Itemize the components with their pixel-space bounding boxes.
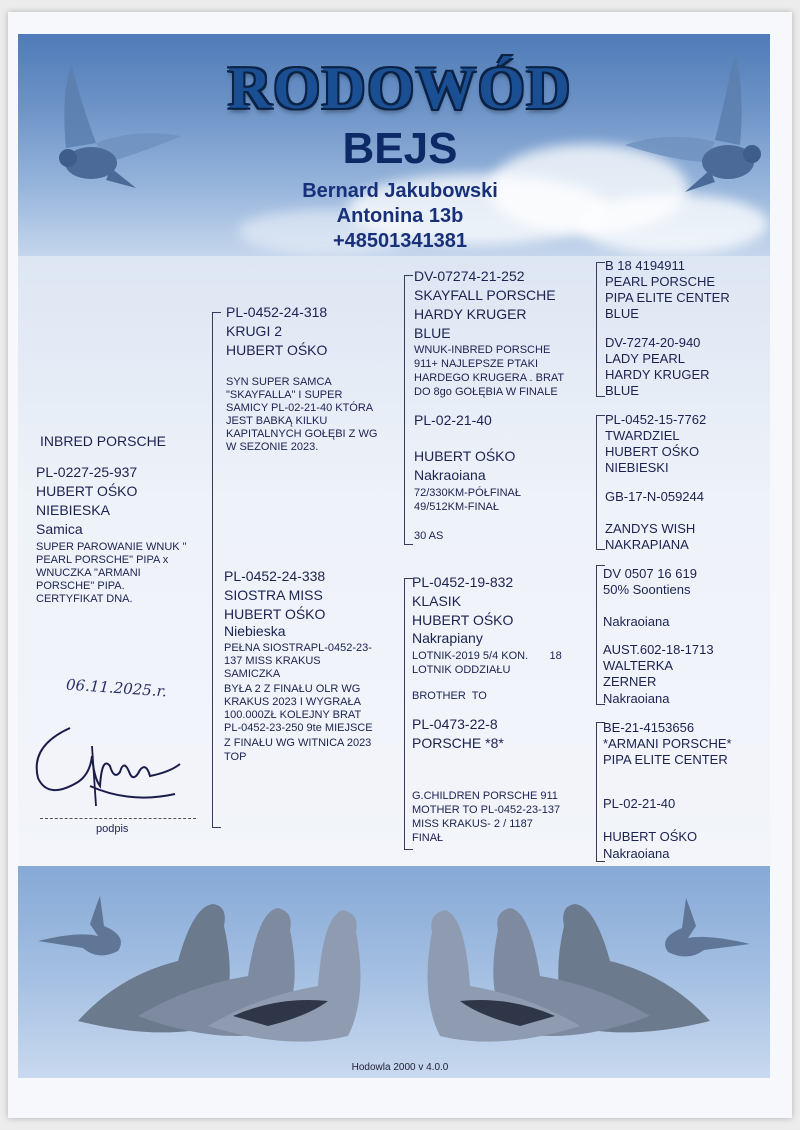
mother-note: SAMICZKA xyxy=(224,668,281,680)
mother-ring: PL-0452-24-338 xyxy=(224,568,326,584)
mm-note: FINAŁ xyxy=(412,832,444,844)
mmf-line: PIPA ELITE CENTER xyxy=(603,752,728,767)
father-name: KRUGI 2 xyxy=(226,323,283,339)
bracket-gen3-1 xyxy=(596,262,597,397)
mfm-line: WALTERKA xyxy=(603,658,674,673)
ff-breeder: HARDY KRUGER xyxy=(414,306,527,322)
owner-phone: +48501341381 xyxy=(332,230,468,252)
ff-note: HARDEGO KRUGERA . BRAT xyxy=(414,372,565,384)
fmf-line: TWARDZIEL xyxy=(605,428,680,443)
bracket-gen1 xyxy=(212,312,213,828)
fm-breeder: HUBERT OŚKO xyxy=(414,448,516,464)
signature-label: podpis xyxy=(96,823,129,835)
main-bird-note: PEARL PORSCHE" PIPA x xyxy=(36,554,169,566)
mf-brother-label: BROTHER TO xyxy=(412,690,487,702)
main-bird-breeder: HUBERT OŚKO xyxy=(36,483,138,499)
father-breeder: HUBERT OŚKO xyxy=(226,342,328,358)
mm-note: MOTHER TO PL-0452-23-137 xyxy=(412,804,561,816)
mff-line: Nakraoiana xyxy=(603,614,670,629)
father-ring: PL-0452-24-318 xyxy=(226,304,328,320)
fm-note: 49/512KM-FINAŁ xyxy=(414,501,499,513)
owner-address: Antonina 13b xyxy=(336,205,464,227)
signature-line xyxy=(40,818,196,819)
bracket-gen2-bottom xyxy=(404,578,405,850)
father-note: JEST BABKĄ KILKU xyxy=(226,415,328,427)
ffm-ring: DV-7274-20-940 xyxy=(605,335,701,350)
software-credit: Hodowla 2000 v 4.0.0 xyxy=(351,1062,449,1073)
ff-ring: DV-07274-21-252 xyxy=(414,268,525,284)
fmm-line: ZANDYS WISH xyxy=(605,521,696,536)
mmm-line: HUBERT OŚKO xyxy=(603,829,698,844)
mfm-ring: AUST.602-18-1713 xyxy=(603,642,714,657)
main-bird-note: WNUCZKA "ARMANI xyxy=(36,567,141,579)
fmm-line: NAKRAPIANA xyxy=(605,537,689,552)
ff-color: BLUE xyxy=(414,325,451,341)
mm-note: MISS KRAKUS- 2 / 1187 xyxy=(412,818,533,830)
mf-note: LOTNIK ODDZIAŁU xyxy=(412,664,511,676)
fmf-line: HUBERT OŚKO xyxy=(605,444,700,459)
mfm-line: ZERNER xyxy=(603,674,657,689)
mfm-line: Nakraoiana xyxy=(603,691,670,706)
ffm-line: BLUE xyxy=(605,383,639,398)
fff-ring: B 18 4194911 xyxy=(605,258,685,273)
mf-breeder: HUBERT OŚKO xyxy=(412,612,514,628)
father-note: SYN SUPER SAMCA xyxy=(226,376,332,388)
main-bird-note: CERTYFIKAT DNA. xyxy=(36,593,133,605)
fff-line: BLUE xyxy=(605,306,639,321)
main-bird-note: SUPER PAROWANIE WNUK " xyxy=(36,541,187,553)
mm-name: PORSCHE *8* xyxy=(412,735,504,751)
ff-note: 911+ NAJLEPSZE PTAKI xyxy=(414,358,539,370)
signature-date: 06.11.2025.r. xyxy=(65,675,168,701)
mother-note: KRAKUS 2023 I WYGRAŁA xyxy=(224,696,361,708)
mf-note: LOTNIK-2019 5/4 KON. 18 xyxy=(412,650,562,662)
bracket-gen2-top xyxy=(404,275,405,545)
ffm-line: LADY PEARL xyxy=(605,351,685,366)
main-bird-color: NIEBIESKA xyxy=(36,502,110,518)
mother-note: TOP xyxy=(224,751,247,763)
mmf-line: *ARMANI PORSCHE* xyxy=(603,736,732,751)
mother-note: BYŁA 2 Z FINAŁU OLR WG xyxy=(224,683,361,695)
mf-name: KLASIK xyxy=(412,593,462,609)
mff-ring: DV 0507 16 619 xyxy=(603,566,697,581)
mother-note: Z FINAŁU WG WITNICA 2023 xyxy=(224,737,372,749)
fm-ring: PL-02-21-40 xyxy=(414,412,492,428)
ff-name: SKAYFALL PORSCHE xyxy=(414,287,556,303)
loft-name: BEJS xyxy=(342,124,458,173)
fff-line: PEARL PORSCHE xyxy=(605,274,716,289)
mm-note: G.CHILDREN PORSCHE 911 xyxy=(412,790,558,802)
mf-color: Nakrapiany xyxy=(412,630,483,646)
mother-note: 100.000ZŁ KOLEJNY BRAT xyxy=(224,709,362,721)
father-note: KAPITALNYCH GOŁĘBI Z WG xyxy=(226,428,378,440)
fmf-ring: PL-0452-15-7762 xyxy=(605,412,707,427)
fmm-ring: GB-17-N-059244 xyxy=(605,489,704,504)
signature-scribble-icon xyxy=(30,716,190,811)
bracket-gen3-2 xyxy=(596,415,597,550)
fmf-line: NIEBIESKI xyxy=(605,460,669,475)
mmm-ring: PL-02-21-40 xyxy=(603,796,676,811)
mmf-ring: BE-21-4153656 xyxy=(603,720,695,735)
fm-note: 72/330KM-PÓŁFINAŁ xyxy=(414,487,521,499)
main-bird-sex: Samica xyxy=(36,521,83,537)
mother-note: 137 MISS KRAKUS xyxy=(224,655,321,667)
mff-line: 50% Soontiens xyxy=(603,582,691,597)
mother-note: PEŁNA SIOSTRAPL-0452-23- xyxy=(224,642,372,654)
fm-color: Nakraoiana xyxy=(414,467,486,483)
pigeons-illustration-icon xyxy=(18,866,770,1078)
page-title: RODOWÓD xyxy=(228,55,572,121)
ff-note: WNUK-INBRED PORSCHE xyxy=(414,344,551,356)
mm-ring: PL-0473-22-8 xyxy=(412,716,498,732)
mmm-line: Nakraoiana xyxy=(603,846,670,861)
mother-breeder: HUBERT OŚKO xyxy=(224,606,326,622)
bracket-gen3-4 xyxy=(596,722,597,862)
father-note: "SKAYFALLA" I SUPER xyxy=(226,389,343,401)
ffm-line: HARDY KRUGER xyxy=(605,367,710,382)
father-note: W SEZONIE 2023. xyxy=(226,441,319,453)
ff-note: DO 8go GOŁĘBIA W FINALE xyxy=(414,386,558,398)
main-bird-name: INBRED PORSCHE xyxy=(40,433,167,449)
bracket-gen3-3 xyxy=(596,565,597,705)
main-bird-note: PORSCHE" PIPA. xyxy=(36,580,125,592)
main-bird-ring: PL-0227-25-937 xyxy=(36,464,138,480)
mother-color: Niebieska xyxy=(224,623,286,639)
mother-note: PL-0452-23-250 9te MIEJSCE xyxy=(224,722,373,734)
fff-line: PIPA ELITE CENTER xyxy=(605,290,730,305)
mother-name: SIOSTRA MISS xyxy=(224,587,323,603)
owner-name: Bernard Jakubowski xyxy=(302,180,498,202)
mf-ring: PL-0452-19-832 xyxy=(412,574,514,590)
fm-extra: 30 AS xyxy=(414,530,444,542)
father-note: SAMICY PL-02-21-40 KTÓRA xyxy=(226,402,374,414)
